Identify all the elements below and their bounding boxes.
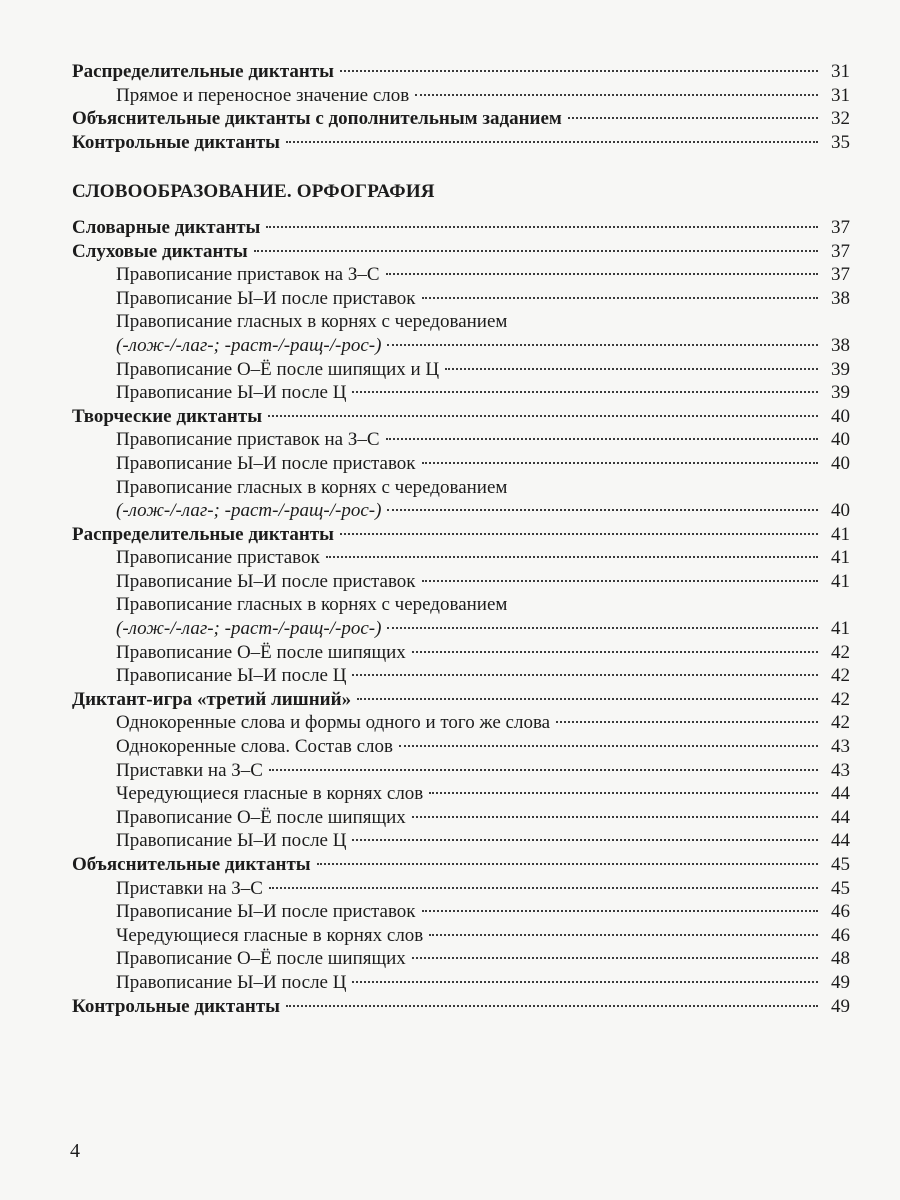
- toc-page-number: 45: [831, 877, 850, 899]
- dot-leader: [340, 70, 818, 72]
- toc-page-number: 35: [831, 131, 850, 153]
- dot-leader: [415, 94, 818, 96]
- toc-subentry[interactable]: [72, 617, 850, 641]
- toc-subentry[interactable]: [72, 664, 850, 688]
- toc-entry-title: Однокоренные слова. Состав слов: [116, 736, 394, 758]
- toc-page-number: 49: [831, 971, 850, 993]
- toc-page-number: 40: [831, 405, 850, 427]
- toc-entry-title: Правописание О–Ё после шипящих: [116, 641, 406, 663]
- toc-subentry[interactable]: [72, 428, 850, 452]
- dot-leader: [269, 769, 818, 771]
- toc-subentry[interactable]: [72, 806, 850, 830]
- toc-subentry[interactable]: [72, 263, 850, 287]
- toc-entry-title: Распределительные диктанты: [72, 61, 335, 82]
- dot-leader: [387, 344, 818, 346]
- toc-subentry[interactable]: [72, 381, 850, 405]
- toc-subentry[interactable]: [72, 334, 850, 358]
- toc-subentry[interactable]: [72, 877, 850, 901]
- toc-subentry[interactable]: [72, 924, 850, 948]
- toc-entry-title: Правописание О–Ё после шипящих и Ц: [116, 358, 440, 380]
- toc-entry[interactable]: [72, 131, 850, 155]
- toc-subentry[interactable]: [72, 735, 850, 759]
- toc-entry[interactable]: [72, 240, 850, 264]
- toc-page-number: 41: [831, 570, 850, 592]
- toc-subentry[interactable]: [72, 900, 850, 924]
- toc-entry-title: Приставки на З–С: [116, 759, 263, 781]
- dot-leader: [399, 745, 818, 747]
- toc-subentry[interactable]: [72, 452, 850, 476]
- toc-entry-title: Диктант-игра «третий лишний»: [72, 688, 352, 710]
- dot-leader: [269, 887, 818, 889]
- toc-subentry[interactable]: [72, 358, 850, 382]
- table-of-contents: [72, 60, 850, 1018]
- toc-entry-title: Правописание Ы–И после Ц: [116, 665, 347, 687]
- toc-page-number: 48: [831, 948, 850, 970]
- toc-page-number: 46: [831, 901, 850, 923]
- toc-subentry[interactable]: [72, 782, 850, 806]
- toc-entry[interactable]: [72, 995, 850, 1019]
- toc-subentry[interactable]: [72, 641, 850, 665]
- toc-entry-title: Правописание Ы–И после приставок: [116, 570, 416, 592]
- toc-page-number: 37: [831, 240, 850, 262]
- dot-leader: [352, 839, 818, 841]
- toc-page-number: 31: [831, 61, 850, 82]
- toc-page-number: 42: [831, 641, 850, 663]
- dot-leader: [352, 674, 818, 676]
- toc-entry-title: Правописание приставок на З–С: [116, 429, 380, 451]
- toc-entry-title: Правописание приставок на З–С: [116, 264, 380, 286]
- toc-block-2: [72, 216, 850, 1018]
- dot-leader: [286, 1005, 818, 1007]
- toc-page-number: 46: [831, 924, 850, 946]
- toc-page-number: 45: [831, 854, 850, 875]
- toc-entry-title: Правописание приставок: [116, 547, 320, 569]
- toc-entry-title: (-лож-/-лаг-; -раст-/-ращ-/-рос-): [116, 618, 382, 640]
- toc-page-number: 41: [831, 618, 850, 640]
- toc-page-number: 39: [831, 382, 850, 404]
- toc-page-number: 49: [831, 995, 850, 1017]
- toc-page-number: 41: [831, 547, 850, 569]
- toc-page-number: 42: [831, 665, 850, 687]
- toc-entry[interactable]: [72, 216, 850, 240]
- toc-subentry[interactable]: [72, 711, 850, 735]
- toc-subentry[interactable]: [72, 499, 850, 523]
- dot-leader: [268, 415, 818, 417]
- toc-page-number: 39: [831, 358, 850, 380]
- dot-leader: [387, 509, 818, 511]
- section-title: СЛОВООБРАЗОВАНИЕ. ОРФОГРАФИЯ: [72, 181, 435, 203]
- dot-leader: [422, 910, 818, 912]
- toc-entry-title: Приставки на З–С: [116, 877, 263, 899]
- toc-page-number: 38: [831, 287, 850, 309]
- toc-page-number: 37: [831, 264, 850, 286]
- toc-entry[interactable]: [72, 523, 850, 547]
- dot-leader: [386, 438, 818, 440]
- toc-page-number: 40: [831, 429, 850, 451]
- dot-leader: [266, 226, 818, 228]
- toc-entry-title: Правописание Ы–И после Ц: [116, 830, 347, 852]
- toc-entry[interactable]: [72, 60, 850, 84]
- toc-page-number: 41: [831, 523, 850, 545]
- toc-entry-title: Правописание гласных в корнях с чередованием: [116, 311, 508, 333]
- toc-entry-title: Прямое и переносное значение слов: [116, 84, 410, 106]
- toc-subentry[interactable]: [72, 287, 850, 311]
- toc-entry[interactable]: [72, 405, 850, 429]
- toc-entry-title: Слуховые диктанты: [72, 240, 248, 262]
- dot-leader: [352, 981, 818, 983]
- toc-entry-title: Объяснительные диктанты: [72, 854, 311, 875]
- toc-page-number: 31: [831, 84, 850, 106]
- toc-entry-title: (-лож-/-лаг-; -раст-/-ращ-/-рос-): [116, 334, 382, 356]
- toc-block-1: [72, 60, 850, 154]
- dot-leader: [386, 273, 818, 275]
- toc-page-number: 44: [831, 783, 850, 805]
- dot-leader: [317, 863, 818, 865]
- dot-leader: [422, 462, 818, 464]
- toc-entry[interactable]: [72, 107, 850, 131]
- toc-entry-title: Контрольные диктанты: [72, 131, 281, 153]
- toc-page-number: 38: [831, 334, 850, 356]
- dot-leader: [556, 721, 818, 723]
- toc-entry-title: Правописание гласных в корнях с чередованием: [116, 476, 508, 498]
- toc-entry-title: (-лож-/-лаг-; -раст-/-ращ-/-рос-): [116, 500, 382, 522]
- dot-leader: [422, 297, 818, 299]
- toc-page-number: 40: [831, 500, 850, 522]
- dot-leader: [429, 792, 818, 794]
- toc-entry-title: Правописание Ы–И после Ц: [116, 971, 347, 993]
- toc-entry-title: Творческие диктанты: [72, 405, 263, 427]
- toc-entry-title: Контрольные диктанты: [72, 995, 281, 1017]
- toc-subentry[interactable]: [72, 971, 850, 995]
- page-number: 4: [70, 1140, 80, 1162]
- toc-entry-title: Правописание О–Ё после шипящих: [116, 948, 406, 970]
- dot-leader: [340, 533, 818, 535]
- dot-leader: [412, 651, 818, 653]
- toc-entry-title: Словарные диктанты: [72, 216, 261, 238]
- toc-entry[interactable]: [72, 688, 850, 712]
- dot-leader: [412, 957, 818, 959]
- dot-leader: [422, 580, 818, 582]
- toc-entry-title: Чередующиеся гласные в корнях слов: [116, 783, 424, 805]
- toc-page-number: 44: [831, 830, 850, 852]
- dot-leader: [286, 141, 818, 143]
- dot-leader: [352, 391, 818, 393]
- toc-subentry[interactable]: [72, 84, 850, 108]
- toc-entry-title: Правописание Ы–И после Ц: [116, 382, 347, 404]
- toc-subentry[interactable]: [72, 947, 850, 971]
- toc-entry-title: Объяснительные диктанты с дополнительным заданием: [72, 108, 562, 130]
- toc-page-number: 32: [831, 108, 850, 130]
- toc-page-number: 43: [831, 736, 850, 758]
- toc-page-number: 42: [831, 688, 850, 710]
- toc-entry-title: Правописание гласных в корнях с чередованием: [116, 594, 508, 616]
- toc-page-number: 37: [831, 216, 850, 238]
- toc-page-number: 42: [831, 712, 850, 734]
- toc-subentry[interactable]: [72, 546, 850, 570]
- toc-entry-title: Правописание Ы–И после приставок: [116, 287, 416, 309]
- toc-entry-title: Чередующиеся гласные в корнях слов: [116, 924, 424, 946]
- toc-entry-title: Распределительные диктанты: [72, 523, 335, 545]
- toc-entry-title: Правописание Ы–И после приставок: [116, 901, 416, 923]
- toc-entry-title: Однокоренные слова и формы одного и того же слова: [116, 712, 551, 734]
- dot-leader: [254, 250, 818, 252]
- toc-entry[interactable]: [72, 853, 850, 877]
- toc-page-number: 43: [831, 759, 850, 781]
- toc-entry-title: Правописание О–Ё после шипящих: [116, 806, 406, 828]
- dot-leader: [387, 627, 818, 629]
- dot-leader: [326, 556, 818, 558]
- toc-page-number: 44: [831, 806, 850, 828]
- toc-subentry[interactable]: [72, 570, 850, 594]
- dot-leader: [412, 816, 818, 818]
- toc-page-number: 40: [831, 452, 850, 474]
- toc-entry-title: Правописание Ы–И после приставок: [116, 452, 416, 474]
- toc-subentry[interactable]: [72, 829, 850, 853]
- dot-leader: [568, 117, 818, 119]
- toc-subentry[interactable]: [72, 759, 850, 783]
- dot-leader: [429, 934, 818, 936]
- dot-leader: [357, 698, 818, 700]
- dot-leader: [445, 368, 818, 370]
